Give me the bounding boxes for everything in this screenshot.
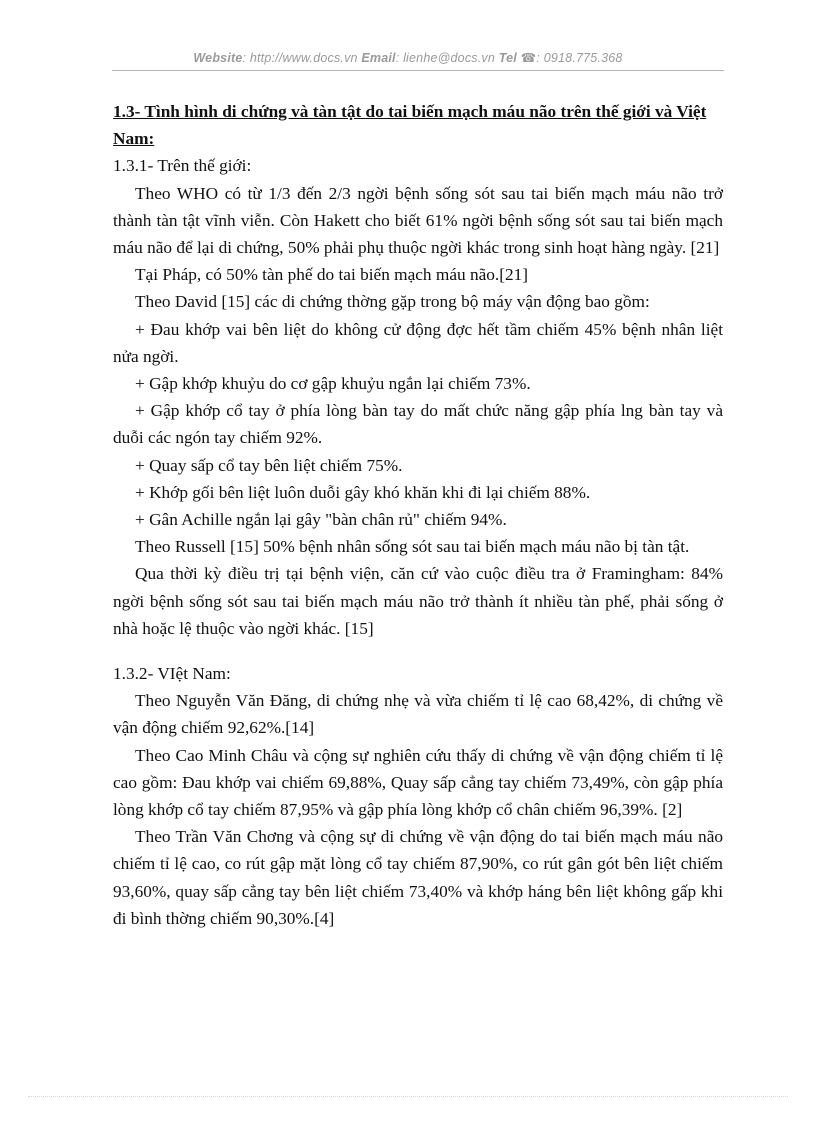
page-header bbox=[0, 50, 816, 65]
list-item: + Gập khớp khuỷu do cơ gập khuỷu ngắn lại chiếm 73%. bbox=[135, 374, 531, 394]
email-value: : lienhe@docs.vn bbox=[395, 51, 496, 65]
paragraph: Theo David [15] các di chứng thờng gặp trong bộ máy vận động bao gồm: bbox=[135, 292, 650, 312]
footer-divider bbox=[28, 1096, 788, 1097]
paragraph: Tại Pháp, có 50% tàn phế do tai biến mạch máu não.[21] bbox=[135, 265, 529, 285]
section-heading: 1.3- Tình hình di chứng và tàn tật do tai biến mạch máu não trên thế giới và Việt Nam: bbox=[113, 102, 707, 149]
phone-icon: ☎ bbox=[520, 51, 537, 65]
list-item: + Quay sấp cổ tay bên liệt chiếm 75%. bbox=[135, 455, 403, 475]
paragraph: Theo Nguyễn Văn Đăng, di chứng nhẹ và vừa chiếm tỉ lệ cao 68,42%, di chứng về vận động chiếm 92,62%.[14] bbox=[113, 691, 723, 738]
list-item: + Khớp gối bên liệt luôn duỗi gây khó khăn khi đi lại chiếm 88%. bbox=[135, 482, 591, 502]
document-body bbox=[113, 98, 723, 932]
list-item: + Gập khớp cổ tay ở phía lòng bàn tay do mất chức năng gập phía lng bàn tay và duỗi các ngón tay chiếm 92%. bbox=[113, 401, 723, 448]
section-spacer bbox=[113, 642, 723, 660]
subsection-title-world: 1.3.1- Trên thế giới: bbox=[113, 156, 252, 176]
header-divider bbox=[112, 70, 724, 71]
subsection-title-vietnam: 1.3.2- VIệt Nam: bbox=[113, 664, 231, 684]
email-label: Email bbox=[361, 51, 396, 65]
paragraph: Theo Trần Văn Chơng và cộng sự di chứng về vận động do tai biến mạch máu não chiếm tỉ lệ cao, co rút gập mặt lòng cổ tay chiếm 87,90%, co rút gân gót bên liệt chiếm 93,60%, quay sấp cẳng tay bên liệt chiếm 73,40% và khớp háng bên liệt không gấp khi đi bình thờng chiếm 90,30%.[4] bbox=[113, 827, 723, 928]
website-label: Website bbox=[193, 51, 243, 65]
paragraph: Theo Cao Minh Châu và cộng sự nghiên cứu thấy di chứng về vận động chiếm tỉ lệ cao gồm: Đau khớp vai chiếm 69,88%, Quay sấp cẳng tay chiếm 73,49%, còn gập phía lòng khớp cổ tay chiếm 87,95% và gập phía lòng khớp cổ chân chiếm 96,39%. [2] bbox=[113, 745, 723, 820]
list-item: + Gân Achille ngắn lại gây "bàn chân rủ" chiếm 94%. bbox=[135, 510, 507, 530]
list-item: + Đau khớp vai bên liệt do không cử động đợc hết tầm chiếm 45% bệnh nhân liệt nửa ngời. bbox=[113, 319, 723, 366]
paragraph: Qua thời kỳ điều trị tại bệnh viện, căn cứ vào cuộc điều tra ở Framingham: 84% ngời bệnh sống sót sau tai biến mạch máu não trở thành ít nhiều tàn phế, phải sống ở nhà hoặc lệ thuộc vào ngời khác. [15] bbox=[113, 564, 723, 638]
tel-label: Tel bbox=[498, 51, 517, 65]
tel-value: : 0918.775.368 bbox=[536, 51, 623, 65]
paragraph: Theo Russell [15] 50% bệnh nhân sống sót sau tai biến mạch máu não bị tàn tật. bbox=[135, 537, 690, 557]
paragraph: Theo WHO có từ 1/3 đến 2/3 ngời bệnh sống sót sau tai biến mạch máu não trở thành tàn tật vĩnh viễn. Còn Hakett cho biết 61% ngời bệnh sống sót sau tai biến mạch máu não để lại di chứng, 50% phải phụ thuộc ngời khác trong sinh hoạt hàng ngày. [21] bbox=[113, 183, 723, 258]
website-value: : http://www.docs.vn bbox=[242, 51, 358, 65]
